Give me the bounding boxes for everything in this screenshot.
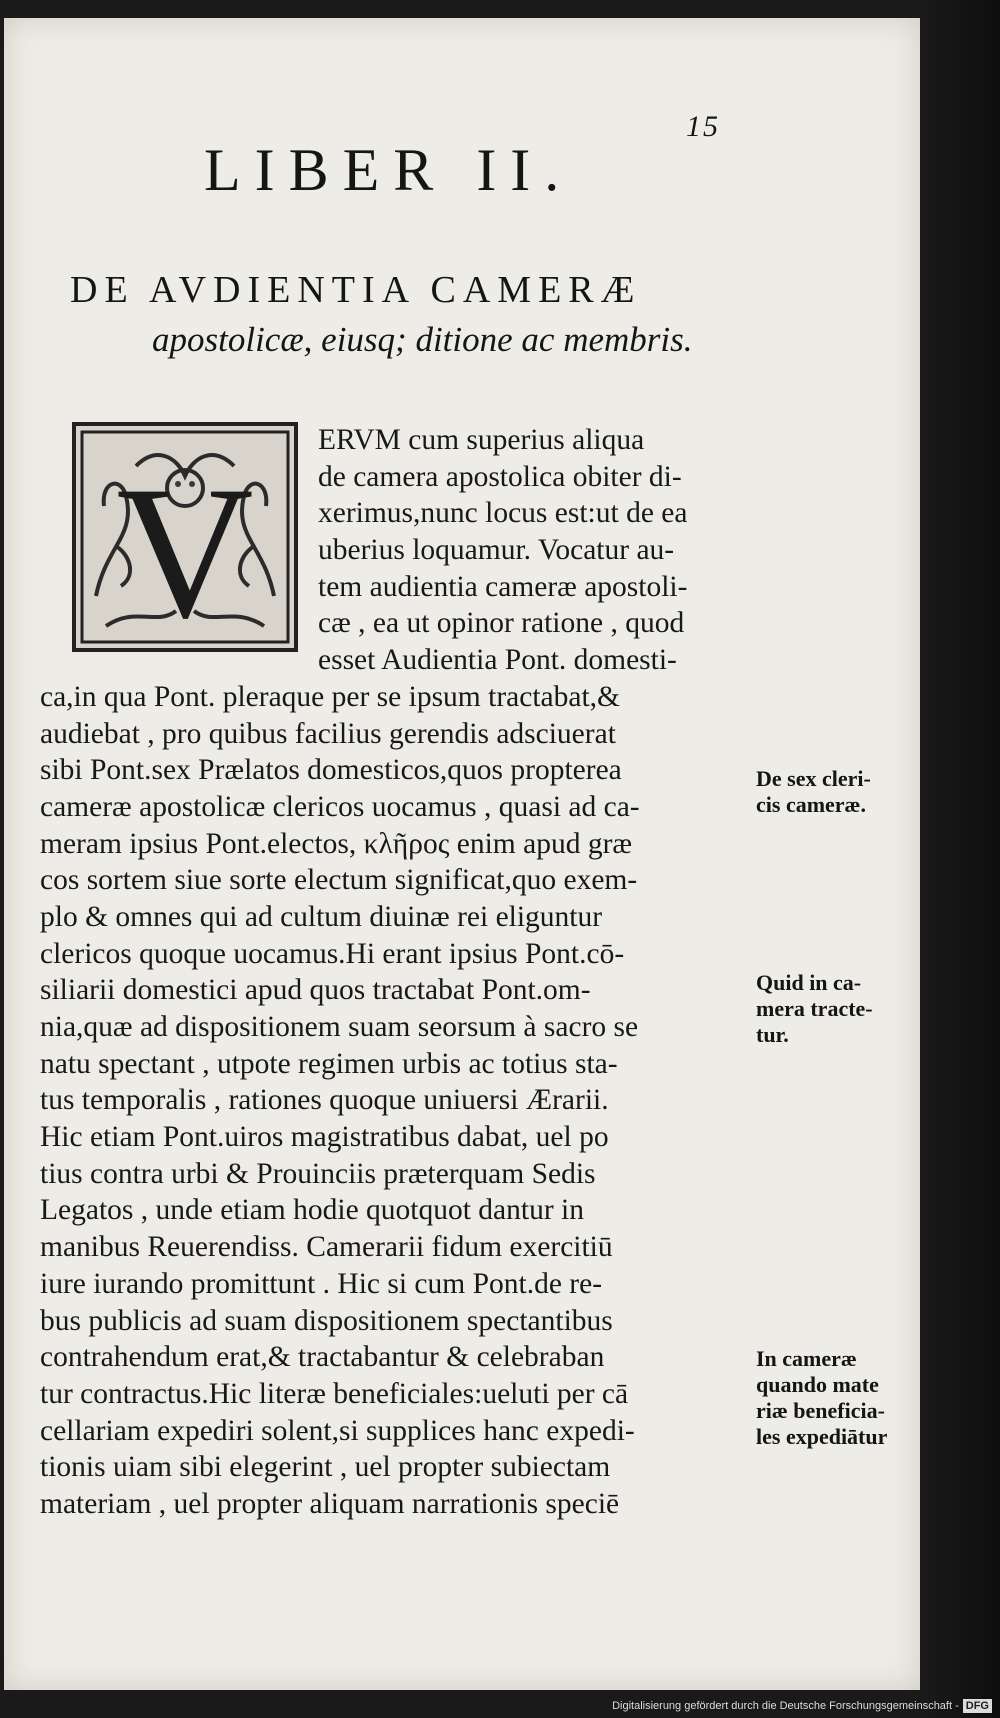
body-line: nia,quæ ad dispositionem suam seorsum à sacro se (40, 1011, 639, 1043)
body-line: clericos quoque uocamus.Hi erant ipsius Pont.cō- (40, 937, 625, 970)
body-line: ERVM cum superius aliqua (318, 424, 645, 456)
body-line: materiam , uel propter aliquam narrationis speciē (40, 1487, 620, 1520)
marginal-note-line: cis cameræ. (756, 792, 866, 817)
running-head: LIBER II. (204, 137, 574, 203)
chapter-heading-line2: apostolicæ, eiusq; ditione ac membris. (152, 320, 693, 359)
body-text (40, 422, 750, 1523)
book-spine (920, 0, 1000, 1718)
body-line: ca,in qua Pont. pleraque per se ipsum tractabat,& (40, 680, 620, 713)
body-line: esset Audientia Pont. domesti- (318, 644, 677, 677)
body-line: siliarii domestici apud quos tractabat Pont.om- (40, 974, 591, 1007)
body-line: cellariam expediri solent,si supplices hanc expedi- (40, 1414, 635, 1447)
body-line: plo & omnes qui ad cultum diuinæ rei eliguntur (40, 900, 603, 933)
marginal-note (756, 970, 873, 1048)
footer-text: Digitalisierung gefördert durch die Deutsche Forschungsgemeinschaft - (612, 1700, 959, 1712)
body-line: audiebat , pro quibus facilius gerendis adsciuerat (40, 717, 616, 750)
body-line: cæ , ea ut opinor ratione , quod (318, 607, 685, 640)
book-page (4, 18, 920, 1690)
marginal-note (756, 766, 871, 818)
body-line: cameræ apostolicæ clericos uocamus , quasi ad ca- (40, 790, 640, 823)
marginal-note-line: In cameræ (756, 1346, 857, 1371)
body-line: de camera apostolica obiter di- (318, 460, 682, 493)
body-line: manibus Reuerendiss. Camerarii fidum exercitiū (40, 1231, 613, 1264)
body-line: sibi Pont.sex Prælatos domesticos,quos propterea (40, 754, 622, 787)
marginal-note (756, 1346, 887, 1450)
digitization-footer (0, 1694, 1000, 1718)
body-line: tur contractus.Hic literæ beneficiales:ueluti per cā (40, 1377, 629, 1410)
body-line: tius contra urbi & Prouinciis præterquam Sedis (40, 1157, 596, 1190)
body-line: Legatos , unde etiam hodie quotquot dantur in (40, 1194, 584, 1227)
marginal-note-line: les expediātur (756, 1424, 888, 1449)
marginal-note-line: riæ beneficia- (756, 1398, 885, 1423)
marginal-note-line: Quid in ca- (756, 970, 862, 995)
body-line: tem audientia cameræ apostoli- (318, 570, 688, 603)
body-line: iure iurando promittunt . Hic si cum Pont.de re- (40, 1267, 603, 1300)
body-line: tionis uiam sibi elegerint , uel propter subiectam (40, 1451, 611, 1484)
body-line: bus publicis ad suam dispositionem spectantibus (40, 1304, 613, 1337)
marginal-note-line: De sex cleri- (756, 766, 871, 791)
folio-number: 15 (686, 110, 720, 143)
chapter-heading-line1: DE AVDIENTIA CAMERÆ (70, 269, 642, 311)
body-line: Hic etiam Pont.uiros magistratibus dabat, uel po (40, 1121, 609, 1154)
body-line: contrahendum erat,& tractabantur & celebraban (40, 1341, 605, 1374)
marginal-note-line: quando mate (756, 1372, 879, 1397)
body-line: uberius loquamur. Vocatur au- (318, 534, 675, 567)
body-line: tus temporalis , rationes quoque uniuersi Ærarii. (40, 1084, 609, 1117)
body-line: meram ipsius Pont.electos, κλῆρος enim apud græ (40, 827, 633, 860)
body-line: cos sortem siue sorte electum significat,quo exem- (40, 864, 638, 897)
marginal-note-line: mera tracte- (756, 996, 873, 1021)
body-line: natu spectant , utpote regimen urbis ac totius sta- (40, 1047, 618, 1080)
initial-letter-glyph: V (116, 448, 254, 648)
body-line: xerimus,nunc locus est:ut de ea (318, 497, 688, 530)
marginal-note-line: tur. (756, 1022, 789, 1047)
dfg-badge: DFG (963, 1699, 992, 1713)
